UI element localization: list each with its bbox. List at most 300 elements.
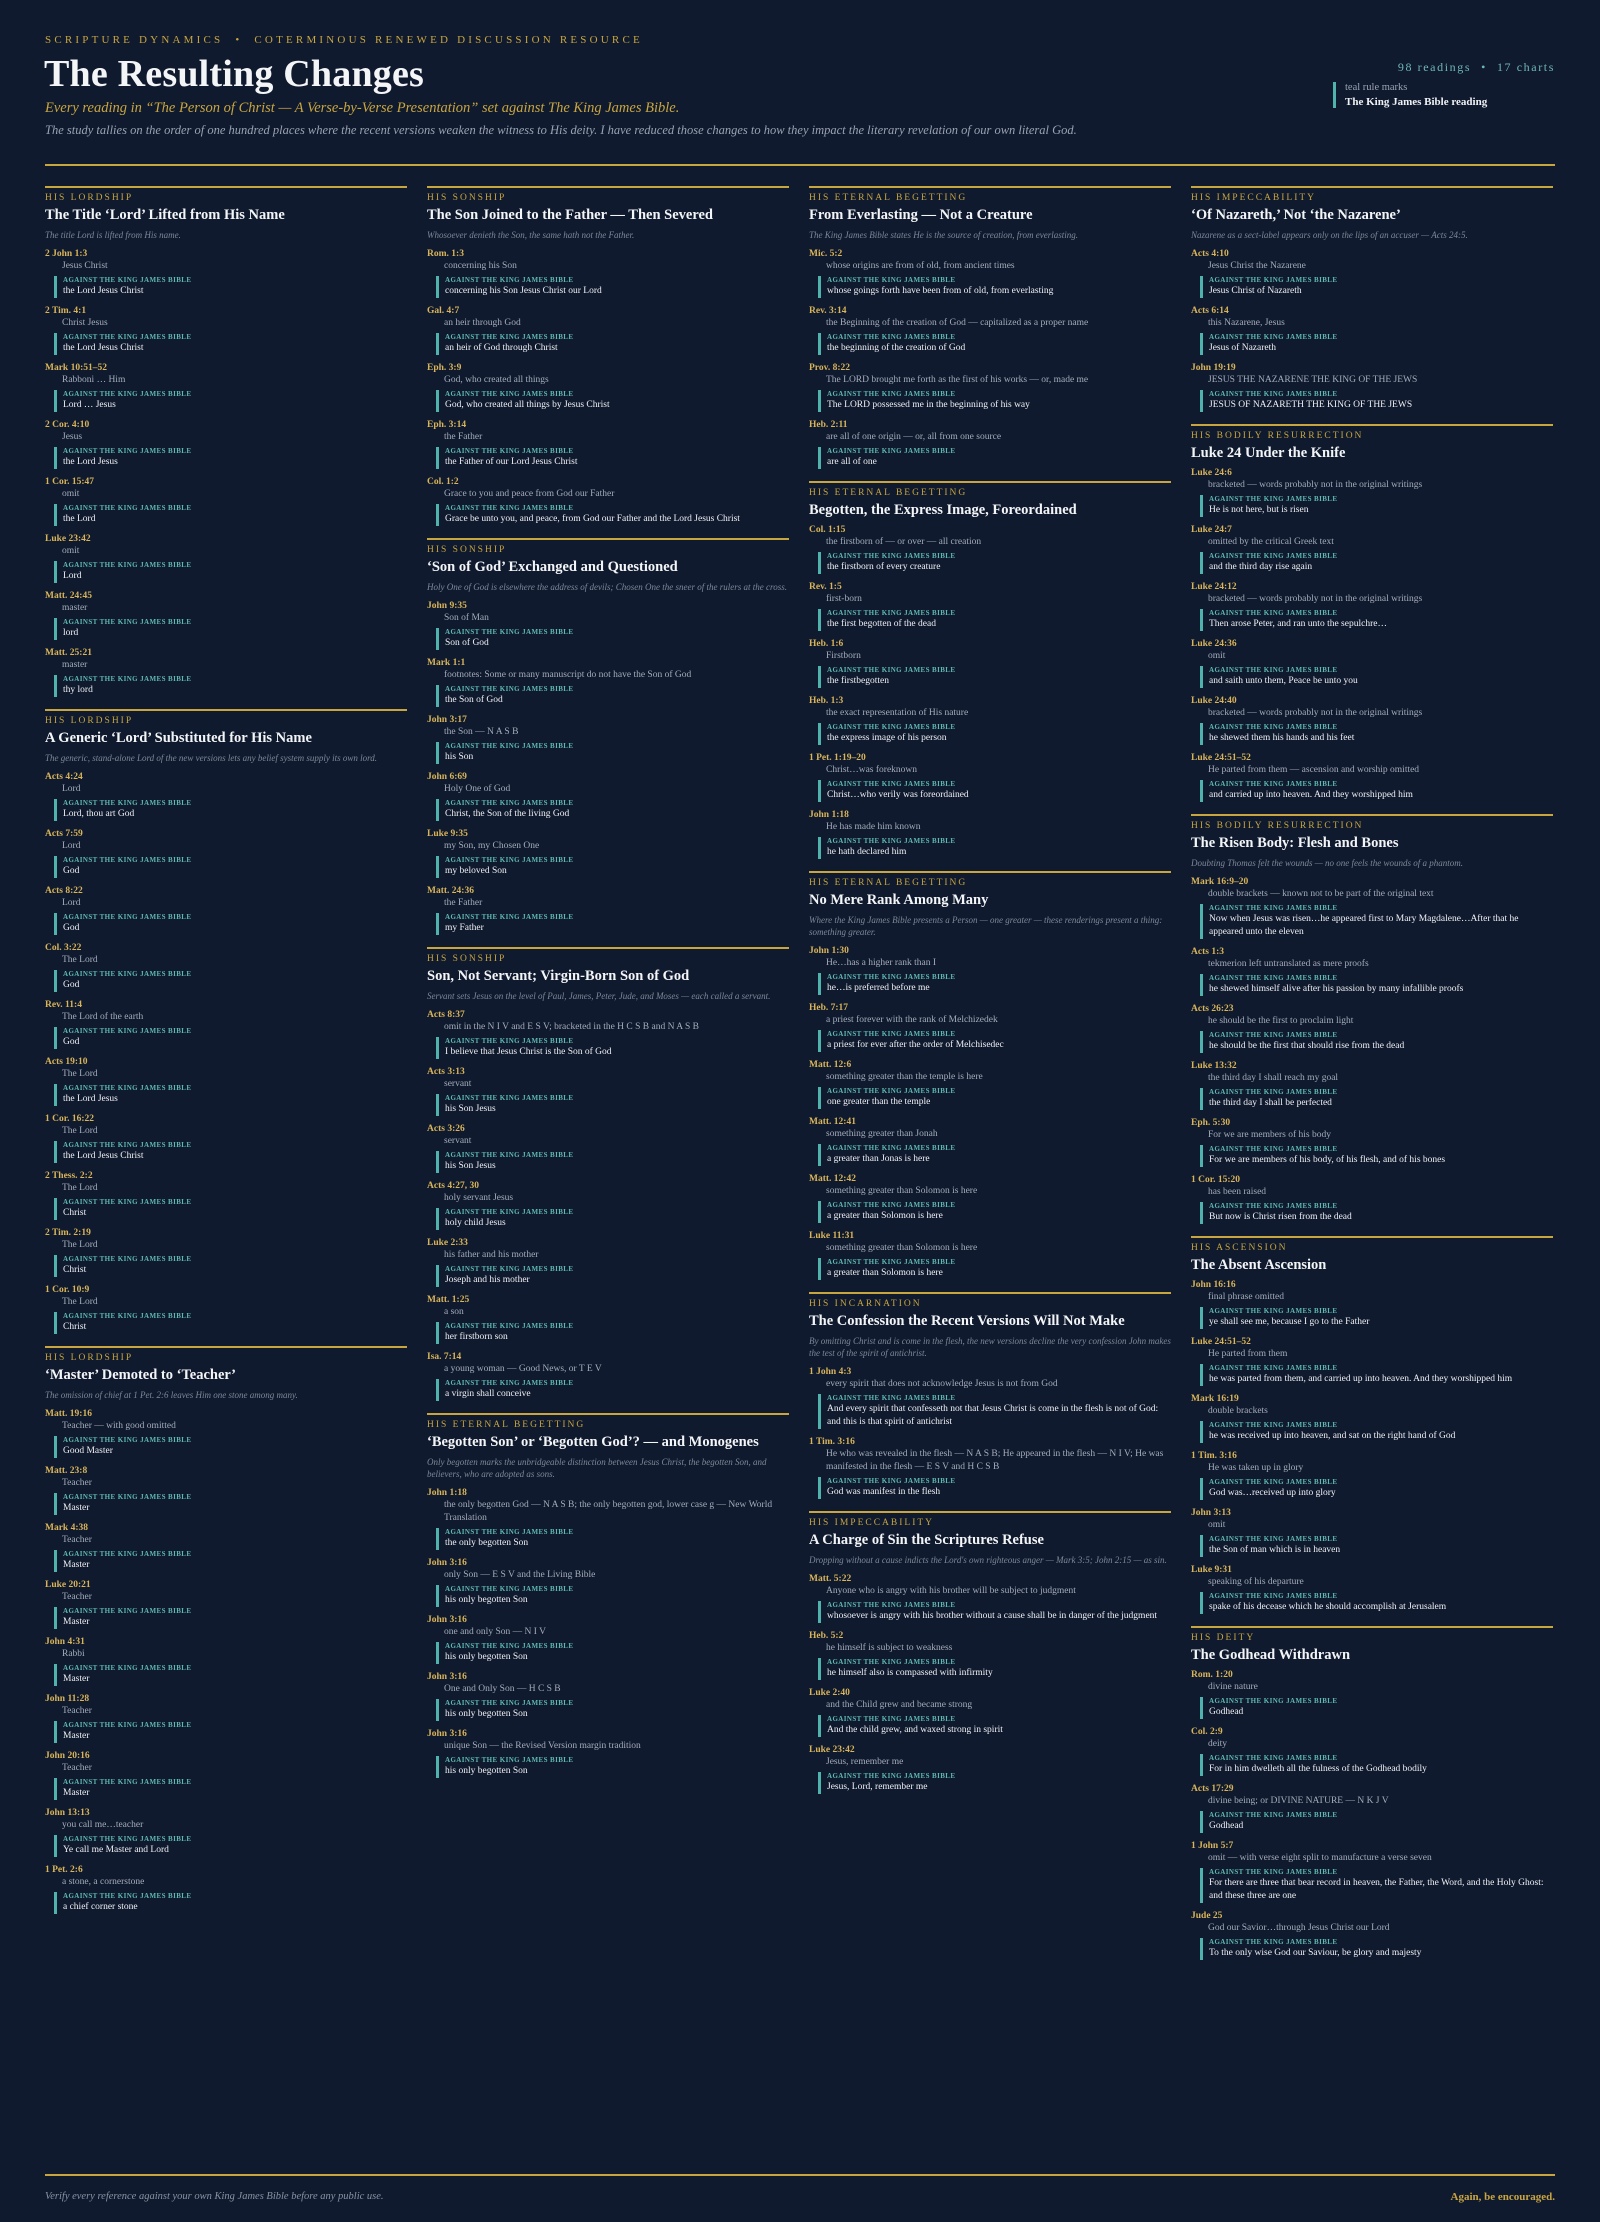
reading-entry: [427, 1351, 789, 1401]
reading-entry: [1191, 1910, 1553, 1960]
verse-reference: Acts 4:27, 30: [427, 1181, 479, 1191]
kjv-label: AGAINST THE KING JAMES BIBLE: [1209, 276, 1338, 284]
section-title: ‘Of Nazareth,’ Not ‘the Nazarene’: [1191, 207, 1401, 223]
kjv-block: [436, 1322, 789, 1344]
reading-entry: [809, 1002, 1171, 1052]
kjv-label: AGAINST THE KING JAMES BIBLE: [63, 1141, 192, 1149]
kjv-block: [818, 1201, 1171, 1223]
kjv-label: AGAINST THE KING JAMES BIBLE: [1209, 1938, 1338, 1946]
reading-entry: [809, 1744, 1171, 1794]
kjv-block: [1200, 1697, 1553, 1719]
verse-reference: Mic. 5:2: [809, 249, 843, 259]
reading-entry: [809, 362, 1171, 412]
kjv-block: [818, 666, 1171, 688]
verse-reference: Acts 3:26: [427, 1124, 465, 1134]
reading-entry: [45, 1170, 407, 1220]
verse-reference: John 3:16: [427, 1729, 467, 1739]
recent-version-reading: the only begotten God — N A S B; the only begotten god, lower case g — New World Translation: [444, 1500, 773, 1523]
section-category: HIS DEITY: [1191, 1633, 1256, 1643]
recent-version-reading: holy servant Jesus: [444, 1193, 514, 1203]
reading-entry: [809, 581, 1171, 631]
kjv-label: AGAINST THE KING JAMES BIBLE: [445, 1208, 574, 1216]
recent-version-reading: The Lord: [62, 1126, 98, 1136]
kjv-block: [436, 390, 789, 412]
kjv-block: [54, 333, 407, 355]
kjv-block: [54, 799, 407, 821]
reading-entry: [1191, 1117, 1553, 1167]
verse-reference: Rev. 3:14: [809, 306, 847, 316]
recent-version-reading: Teacher: [62, 1535, 92, 1545]
kjv-block: [818, 837, 1171, 859]
reading-entry: [45, 1227, 407, 1277]
kjv-block: [1200, 1754, 1553, 1776]
verse-reference: Matt. 12:6: [809, 1060, 852, 1070]
kjv-block: [1200, 1364, 1553, 1386]
chart-section: [45, 1346, 407, 1914]
eyebrow-right: COTERMINOUS RENEWED DISCUSSION RESOURCE: [254, 34, 643, 46]
kjv-block: [54, 970, 407, 992]
recent-version-reading: He parted from them: [1208, 1349, 1288, 1359]
chart-section: [809, 871, 1171, 1280]
recent-version-reading: this Nazarene, Jesus: [1208, 318, 1285, 328]
kjv-block: [818, 1087, 1171, 1109]
reading-entry: [809, 248, 1171, 298]
verse-reference: Mark 4:38: [45, 1523, 89, 1533]
section-category: HIS BODILY RESURRECTION: [1191, 821, 1364, 831]
kjv-block: [54, 1255, 407, 1277]
kjv-block: [436, 1756, 789, 1778]
kjv-label: AGAINST THE KING JAMES BIBLE: [63, 1255, 192, 1263]
reading-entry: [1191, 248, 1553, 298]
kjv-label: AGAINST THE KING JAMES BIBLE: [827, 1258, 956, 1266]
kjv-label: AGAINST THE KING JAMES BIBLE: [445, 1151, 574, 1159]
verse-reference: John 3:16: [427, 1615, 467, 1625]
verse-reference: Eph. 3:14: [427, 420, 467, 430]
kjv-label: AGAINST THE KING JAMES BIBLE: [63, 1084, 192, 1092]
kjv-label: AGAINST THE KING JAMES BIBLE: [445, 856, 574, 864]
reading-entry: [45, 885, 407, 935]
kjv-reading: a greater than Solomon is here: [827, 1268, 943, 1278]
kjv-reading: his Son Jesus: [445, 1161, 496, 1171]
kjv-block: [818, 1394, 1171, 1429]
recent-version-reading: Lord: [62, 898, 81, 908]
verse-reference: John 16:16: [1191, 1280, 1236, 1290]
recent-version-reading: a son: [444, 1307, 464, 1317]
footer-divider: [45, 2174, 1555, 2176]
verse-reference: Gal. 4:7: [427, 306, 460, 316]
kjv-label: AGAINST THE KING JAMES BIBLE: [1209, 1088, 1338, 1096]
verse-reference: Isa. 7:14: [427, 1352, 462, 1362]
verse-reference: John 3:17: [427, 715, 467, 725]
reading-entry: [45, 533, 407, 583]
kjv-block: [54, 276, 407, 298]
kjv-label: AGAINST THE KING JAMES BIBLE: [445, 1585, 574, 1593]
chart-section: [427, 947, 789, 1401]
reading-entry: [1191, 1783, 1553, 1833]
verse-reference: John 1:30: [809, 946, 849, 956]
verse-reference: Jude 25: [1191, 1911, 1223, 1921]
verse-reference: 2 Tim. 2:19: [45, 1228, 91, 1238]
kjv-block: [54, 1312, 407, 1334]
recent-version-reading: divine being; or DIVINE NATURE — N K J V: [1208, 1796, 1389, 1806]
section-category: HIS BODILY RESURRECTION: [1191, 431, 1364, 441]
kjv-reading: thy lord: [63, 685, 93, 695]
kjv-reading: whose goings forth have been from of old, from everlasting: [827, 286, 1054, 296]
kjv-label: AGAINST THE KING JAMES BIBLE: [1209, 1754, 1338, 1762]
reading-entry: [809, 1573, 1171, 1623]
kjv-block: [54, 618, 407, 640]
kjv-block: [1200, 780, 1553, 802]
kjv-label: AGAINST THE KING JAMES BIBLE: [63, 447, 192, 455]
kjv-block: [818, 390, 1171, 412]
verse-reference: Matt. 19:16: [45, 1409, 92, 1419]
kjv-block: [54, 1664, 407, 1686]
reading-entry: [45, 1807, 407, 1857]
recent-version-reading: He parted from them — ascension and worship omitted: [1208, 765, 1420, 775]
kjv-block: [436, 1528, 789, 1550]
section-category: HIS SONSHIP: [427, 545, 507, 555]
kjv-label: AGAINST THE KING JAMES BIBLE: [445, 333, 574, 341]
kjv-block: [436, 276, 789, 298]
section-category: HIS IMPECCABILITY: [1191, 193, 1317, 203]
verse-reference: 1 John 4:3: [809, 1367, 852, 1377]
recent-version-reading: first-born: [826, 594, 862, 604]
verse-reference: Acts 17:29: [1191, 1784, 1234, 1794]
reading-entry: [45, 771, 407, 821]
kjv-block: [1200, 1592, 1553, 1614]
reading-entry: [427, 828, 789, 878]
kjv-reading: Godhead: [1209, 1707, 1244, 1717]
kjv-reading: his only begotten Son: [445, 1595, 528, 1605]
verse-reference: John 19:19: [1191, 363, 1236, 373]
kjv-label: AGAINST THE KING JAMES BIBLE: [445, 1699, 574, 1707]
reading-entry: [427, 1123, 789, 1173]
reading-entry: [1191, 876, 1553, 939]
recent-version-reading: whose origins are from of old, from ancient times: [826, 261, 1015, 271]
kjv-block: [54, 1436, 407, 1458]
kjv-label: AGAINST THE KING JAMES BIBLE: [63, 1436, 192, 1444]
kjv-block: [436, 628, 789, 650]
kjv-reading: Godhead: [1209, 1821, 1244, 1831]
kjv-label: AGAINST THE KING JAMES BIBLE: [827, 723, 956, 731]
section-category: HIS ASCENSION: [1191, 1243, 1288, 1253]
reading-entry: [1191, 1279, 1553, 1329]
kjv-label: AGAINST THE KING JAMES BIBLE: [63, 1198, 192, 1206]
kjv-reading: For there are three that bear record in heaven, the Father, the Word, and the Holy Ghost: and these three are one: [1209, 1878, 1544, 1901]
section-title: The Son Joined to the Father — Then Severed: [427, 207, 713, 223]
recent-version-reading: omit in the N I V and E S V; bracketed in the H C S B and N A S B: [444, 1022, 699, 1032]
verse-reference: Luke 24:6: [1191, 468, 1232, 478]
kjv-reading: Jesus of Nazareth: [1209, 343, 1277, 353]
reading-entry: [809, 945, 1171, 995]
kjv-label: AGAINST THE KING JAMES BIBLE: [1209, 1592, 1338, 1600]
kjv-block: [1200, 723, 1553, 745]
reading-entry: [45, 999, 407, 1049]
kjv-block: [818, 1715, 1171, 1737]
verse-reference: Matt. 1:25: [427, 1295, 470, 1305]
recent-version-reading: Christ Jesus: [62, 318, 108, 328]
kjv-label: AGAINST THE KING JAMES BIBLE: [63, 1550, 192, 1558]
reading-entry: [809, 524, 1171, 574]
verse-reference: Mark 10:51–52: [45, 363, 108, 373]
recent-version-reading: deity: [1208, 1739, 1227, 1749]
kjv-block: [818, 1601, 1171, 1623]
kjv-label: AGAINST THE KING JAMES BIBLE: [445, 276, 574, 284]
reading-entry: [1191, 1669, 1553, 1719]
kjv-reading: God: [63, 923, 80, 933]
kjv-label: AGAINST THE KING JAMES BIBLE: [445, 685, 574, 693]
verse-reference: 2 Cor. 4:10: [45, 420, 90, 430]
kjv-block: [818, 1030, 1171, 1052]
kjv-block: [436, 1151, 789, 1173]
reading-entry: [809, 638, 1171, 688]
reading-entry: [1191, 467, 1553, 517]
kjv-reading: and the third day rise again: [1209, 562, 1313, 572]
kjv-block: [436, 913, 789, 935]
reading-entry: [45, 1750, 407, 1800]
verse-reference: Luke 13:32: [1191, 1061, 1237, 1071]
verse-reference: 1 Cor. 15:20: [1191, 1175, 1240, 1185]
reading-entry: [809, 809, 1171, 859]
kjv-block: [1200, 1088, 1553, 1110]
recent-version-reading: final phrase omitted: [1208, 1292, 1284, 1302]
recent-version-reading: the third day I shall reach my goal: [1208, 1073, 1339, 1083]
kjv-label: AGAINST THE KING JAMES BIBLE: [827, 1394, 956, 1402]
recent-version-reading: an heir through God: [444, 318, 521, 328]
verse-reference: Eph. 3:9: [427, 363, 462, 373]
kjv-block: [54, 675, 407, 697]
kjv-label: AGAINST THE KING JAMES BIBLE: [827, 1477, 956, 1485]
recent-version-reading: Jesus: [62, 432, 83, 442]
section-title: Begotten, the Express Image, Foreordained: [809, 502, 1077, 518]
intro-text: The study tallies on the order of one hundred places where the recent versions weaken the witness to His deity. I have reduced those changes to how they impact the literary revelation of our own literal God.: [45, 123, 1077, 137]
reading-entry: [1191, 1507, 1553, 1557]
chart-section: [1191, 424, 1553, 802]
kjv-block: [1200, 974, 1553, 996]
reading-entry: [427, 1557, 789, 1607]
chart-section: [45, 709, 407, 1334]
kjv-reading: The LORD possessed me in the beginning of his way: [827, 400, 1030, 410]
kjv-block: [436, 856, 789, 878]
verse-reference: Luke 9:35: [427, 829, 468, 839]
verse-reference: 1 John 5:7: [1191, 1841, 1234, 1851]
verse-reference: Rom. 1:3: [427, 249, 464, 259]
kjv-label: AGAINST THE KING JAMES BIBLE: [827, 780, 956, 788]
footer-signoff: Again, be encouraged.: [1450, 2191, 1555, 2203]
recent-version-reading: Rabboni … Him: [62, 375, 126, 385]
verse-reference: Luke 23:42: [45, 534, 91, 544]
reading-entry: [427, 419, 789, 469]
reading-entry: [45, 942, 407, 992]
kjv-label: AGAINST THE KING JAMES BIBLE: [63, 970, 192, 978]
kjv-reading: God was manifest in the flesh: [827, 1487, 941, 1497]
kjv-block: [1200, 1868, 1553, 1903]
verse-reference: Luke 24:51–52: [1191, 1337, 1251, 1347]
section-subtitle: The King James Bible states He is the source of creation, from everlasting.: [809, 230, 1078, 240]
verse-reference: 1 Cor. 15:47: [45, 477, 94, 487]
verse-reference: Acts 26:23: [1191, 1004, 1234, 1014]
kjv-label: AGAINST THE KING JAMES BIBLE: [63, 504, 192, 512]
verse-reference: Rev. 11:4: [45, 1000, 82, 1010]
eyebrow-separator: •: [235, 34, 243, 46]
recent-version-reading: speaking of his departure: [1208, 1577, 1304, 1587]
recent-version-reading: omitted by the critical Greek text: [1208, 537, 1334, 547]
kjv-reading: Ye call me Master and Lord: [63, 1845, 169, 1855]
verse-reference: Rom. 1:20: [1191, 1670, 1233, 1680]
verse-reference: Luke 11:31: [809, 1231, 855, 1241]
kjv-label: AGAINST THE KING JAMES BIBLE: [1209, 1202, 1338, 1210]
reading-entry: [809, 1630, 1171, 1680]
kjv-label: AGAINST THE KING JAMES BIBLE: [1209, 609, 1338, 617]
recent-version-reading: Teacher: [62, 1478, 92, 1488]
recent-version-reading: Son of Man: [444, 613, 489, 623]
kjv-label: AGAINST THE KING JAMES BIBLE: [63, 1721, 192, 1729]
kjv-reading: the beginning of the creation of God: [827, 343, 966, 353]
kjv-reading: the third day I shall be perfected: [1209, 1098, 1332, 1108]
kjv-reading: But now is Christ risen from the dead: [1209, 1212, 1352, 1222]
kjv-reading: God: [63, 866, 80, 876]
verse-reference: John 20:16: [45, 1751, 90, 1761]
kjv-label: AGAINST THE KING JAMES BIBLE: [445, 628, 574, 636]
verse-reference: Luke 2:40: [809, 1688, 850, 1698]
section-category: HIS IMPECCABILITY: [809, 1518, 935, 1528]
kjv-reading: Master: [63, 1674, 90, 1684]
reading-entry: [427, 1237, 789, 1287]
kjv-reading: I believe that Jesus Christ is the Son of God: [445, 1047, 612, 1057]
kjv-reading: he should be the first that should rise from the dead: [1209, 1041, 1405, 1051]
kjv-reading: he was parted from them, and carried up into heaven. And they worshipped him: [1209, 1374, 1513, 1384]
recent-version-reading: the Father: [444, 898, 483, 908]
section-subtitle: Dropping without a cause indicts the Lord's own righteous anger — Mark 3:5; John 2:15 — as sin.: [809, 1555, 1167, 1565]
reading-entry: [427, 1066, 789, 1116]
kjv-label: AGAINST THE KING JAMES BIBLE: [827, 1144, 956, 1152]
kjv-reading: he shewed them his hands and his feet: [1209, 733, 1355, 743]
kjv-reading: the only begotten Son: [445, 1538, 529, 1548]
reading-entry: [45, 1056, 407, 1106]
kjv-block: [54, 1721, 407, 1743]
recent-version-reading: the Son — N A S B: [444, 727, 519, 737]
kjv-reading: God: [63, 1037, 80, 1047]
reading-entry: [809, 1059, 1171, 1109]
verse-reference: Mark 16:9–20: [1191, 877, 1249, 887]
kjv-block: [1200, 1938, 1553, 1960]
kjv-reading: Lord … Jesus: [63, 400, 116, 410]
reading-entry: [809, 1687, 1171, 1737]
recent-version-reading: The Lord: [62, 1240, 98, 1250]
reading-entry: [427, 771, 789, 821]
kjv-block: [1200, 609, 1553, 631]
reading-entry: [809, 1436, 1171, 1499]
recent-version-reading: JESUS THE NAZARENE THE KING OF THE JEWS: [1208, 375, 1418, 385]
kjv-block: [54, 504, 407, 526]
recent-version-reading: Jesus Christ the Nazarene: [1208, 261, 1306, 271]
kjv-label: AGAINST THE KING JAMES BIBLE: [1209, 666, 1338, 674]
verse-reference: Mark 1:1: [427, 658, 466, 668]
reading-entry: [1191, 1336, 1553, 1386]
kjv-reading: a priest for ever after the order of Melchisedec: [827, 1040, 1004, 1050]
kjv-label: AGAINST THE KING JAMES BIBLE: [1209, 1478, 1338, 1486]
recent-version-reading: double brackets: [1208, 1406, 1268, 1416]
kjv-block: [436, 1037, 789, 1059]
chart-section: [427, 1413, 789, 1778]
recent-version-reading: the Beginning of the creation of God — capitalized as a proper name: [826, 318, 1089, 328]
section-subtitle: Nazarene as a sect-label appears only on the lips of an accuser — Acts 24:5.: [1191, 230, 1468, 240]
recent-version-reading: The Lord of the earth: [62, 1012, 144, 1022]
kjv-reading: his Son: [445, 752, 474, 762]
section-title: The Risen Body: Flesh and Bones: [1191, 835, 1399, 851]
kjv-reading: Christ: [63, 1265, 87, 1275]
kjv-label: AGAINST THE KING JAMES BIBLE: [827, 666, 956, 674]
kjv-label: AGAINST THE KING JAMES BIBLE: [63, 1664, 192, 1672]
kjv-reading: God was…received up into glory: [1209, 1488, 1336, 1498]
kjv-reading: and saith unto them, Peace be unto you: [1209, 676, 1358, 686]
recent-version-reading: Anyone who is angry with his brother will be subject to judgment: [826, 1586, 1076, 1596]
kjv-reading: Christ, the Son of the living God: [445, 809, 570, 819]
kjv-block: [1200, 552, 1553, 574]
verse-reference: 1 Cor. 10:9: [45, 1285, 90, 1295]
kjv-reading: the firstbegotten: [827, 676, 889, 686]
kjv-reading: the express image of his person: [827, 733, 947, 743]
section-category: HIS LORDSHIP: [45, 716, 134, 726]
verse-reference: Luke 24:36: [1191, 639, 1237, 649]
recent-version-reading: master: [62, 603, 88, 613]
kjv-block: [1200, 1421, 1553, 1443]
kjv-block: [436, 1265, 789, 1287]
recent-version-reading: concerning his Son: [444, 261, 517, 271]
legend: [1333, 82, 1487, 108]
kjv-reading: Grace be unto you, and peace, from God our Father and the Lord Jesus Christ: [445, 514, 740, 524]
section-subtitle: Doubting Thomas felt the wounds — no one feels the wounds of a phantom.: [1191, 858, 1463, 868]
verse-reference: 1 Pet. 2:6: [45, 1865, 83, 1875]
kjv-reading: he himself also is compassed with infirmity: [827, 1668, 993, 1678]
verse-reference: Col. 2:9: [1191, 1727, 1223, 1737]
reading-entry: [427, 1180, 789, 1230]
verse-reference: John 13:13: [45, 1808, 90, 1818]
verse-reference: Col. 1:2: [427, 477, 459, 487]
kjv-reading: lord: [63, 628, 79, 638]
kjv-block: [1200, 333, 1553, 355]
section-title: ‘Begotten Son’ or ‘Begotten God’? — and Monogenes: [427, 1434, 759, 1450]
recent-version-reading: Teacher — with good omitted: [62, 1421, 176, 1431]
reading-entry: [427, 248, 789, 298]
chart-section: [45, 186, 407, 697]
section-subtitle: Servant sets Jesus on the level of Paul, James, Peter, Jude, and Moses — each called a servant.: [427, 991, 771, 1001]
recent-version-reading: Rabbi: [62, 1649, 85, 1659]
kjv-label: AGAINST THE KING JAMES BIBLE: [1209, 904, 1338, 912]
kjv-block: [54, 447, 407, 469]
kjv-block: [54, 1198, 407, 1220]
verse-reference: Col. 3:22: [45, 943, 82, 953]
kjv-reading: the Lord Jesus Christ: [63, 286, 144, 296]
kjv-block: [818, 1258, 1171, 1280]
recent-version-reading: his father and his mother: [444, 1250, 539, 1260]
kjv-label: AGAINST THE KING JAMES BIBLE: [63, 913, 192, 921]
kjv-label: AGAINST THE KING JAMES BIBLE: [1209, 723, 1338, 731]
kjv-label: AGAINST THE KING JAMES BIBLE: [827, 447, 956, 455]
reading-entry: [1191, 1060, 1553, 1110]
kjv-block: [1200, 1478, 1553, 1500]
recent-version-reading: God, who created all things: [444, 375, 549, 385]
reading-entry: [1191, 1450, 1553, 1500]
kjv-reading: the Father of our Lord Jesus Christ: [445, 457, 578, 467]
chart-section: [1191, 1236, 1553, 1614]
verse-reference: Acts 4:10: [1191, 249, 1229, 259]
verse-reference: Luke 24:51–52: [1191, 753, 1251, 763]
kjv-label: AGAINST THE KING JAMES BIBLE: [1209, 1868, 1338, 1876]
reading-entry: [1191, 638, 1553, 688]
verse-reference: 1 Cor. 16:22: [45, 1114, 94, 1124]
reading-entry: [45, 1284, 407, 1334]
